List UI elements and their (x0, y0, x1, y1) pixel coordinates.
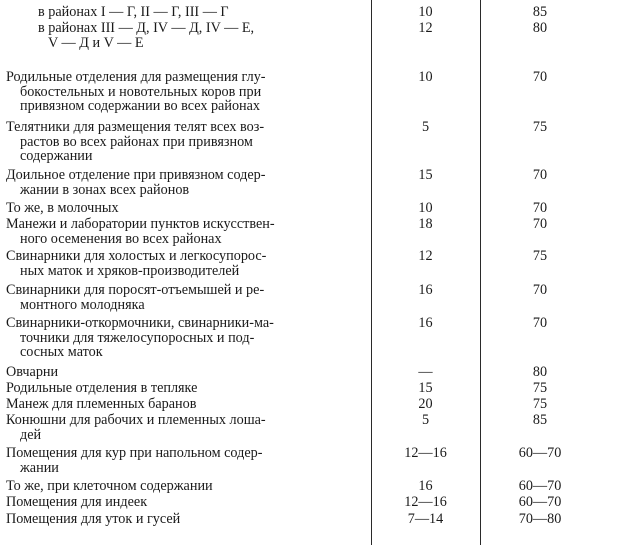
humidity-cell: 70 (532, 315, 548, 331)
row-label (6, 365, 362, 380)
label-line: привязном содержании во всех районах (20, 98, 261, 115)
label-line: точники для тяжелосупоросных и под- (20, 329, 255, 346)
humidity-cell: 75 (532, 396, 548, 412)
humidity-cell: 85 (532, 4, 548, 20)
label-line: ных маток и хряков-производителей (20, 262, 240, 279)
label-line: Свинарники для холостых и легкосупорос- (6, 248, 267, 264)
label-line: содержании (20, 148, 93, 165)
humidity-cell: 70 (532, 69, 548, 85)
label-line: Помещения для индеек (6, 494, 148, 510)
row-label (6, 381, 362, 396)
label-line: Конюшни для рабочих и племенных лоша- (6, 412, 266, 428)
label-line: Родильные отделения для размещения глу- (6, 69, 266, 85)
temperature-cell: 16 (418, 315, 433, 331)
temperature-cell: 15 (418, 380, 433, 396)
row-label (6, 495, 362, 510)
label-line: жании в зонах всех районов (20, 181, 190, 198)
humidity-cell: 60—70 (518, 494, 562, 510)
humidity-cell: 85 (532, 412, 548, 428)
temperature-cell: 10 (418, 4, 433, 20)
humidity-cell: 70 (532, 216, 548, 232)
label-line: Помещения для кур при напольном содер- (6, 445, 263, 461)
label-line: То же, при клеточном содержании (6, 478, 213, 494)
label-line: бокостельных и новотельных коров при (20, 83, 262, 100)
label-line: V — Д и V — Е (48, 34, 144, 51)
humidity-cell: 80 (532, 20, 548, 36)
temperature-cell: 10 (418, 200, 433, 216)
row-label (6, 70, 362, 114)
temperature-cell: 15 (418, 167, 433, 183)
label-line: Доильное отделение при привязном содер- (6, 167, 266, 183)
row-label (6, 316, 362, 360)
row-label (6, 217, 362, 246)
temperature-cell: 18 (418, 216, 433, 232)
label-line: в районах I — Г, II — Г, III — Г (38, 4, 229, 20)
label-line: жании (20, 459, 59, 476)
temperature-cell: 20 (418, 396, 433, 412)
temperature-cell: 5 (421, 119, 430, 135)
row-label (6, 446, 362, 475)
humidity-cell: 60—70 (518, 478, 562, 494)
humidity-cell: 70—80 (518, 511, 562, 527)
label-line: Телятники для размещения телят всех воз- (6, 119, 265, 135)
row-label (6, 283, 362, 312)
temperature-cell: 16 (418, 478, 433, 494)
humidity-cell: 75 (532, 380, 548, 396)
label-line: дей (20, 426, 42, 443)
label-line: в районах III — Д, IV — Д, IV — Е, (38, 20, 255, 36)
humidity-cell: 75 (532, 248, 548, 264)
label-line: Овчарни (6, 364, 59, 380)
label-line: То же, в молочных (6, 200, 119, 216)
row-label (6, 5, 362, 20)
row-label (6, 201, 362, 216)
row-label (6, 479, 362, 494)
label-line: сосных маток (20, 344, 103, 361)
row-label (6, 397, 362, 412)
label-line: растов во всех районах при привязном (20, 133, 253, 150)
temperature-cell: 12—16 (404, 445, 447, 461)
temperature-cell: 16 (418, 282, 433, 298)
humidity-cell: 70 (532, 200, 548, 216)
temperature-cell: 12 (418, 20, 433, 36)
label-line: монтного молодняка (20, 296, 145, 313)
row-label (6, 168, 362, 197)
label-line: Манежи и лаборатории пунктов искусствен- (6, 216, 275, 232)
label-line: Манеж для племенных баранов (6, 396, 197, 412)
row-label (6, 21, 362, 50)
label-line: Свинарники-откормочники, свинарники-ма- (6, 315, 274, 331)
humidity-cell: 70 (532, 282, 548, 298)
temperature-cell: 5 (421, 412, 430, 428)
humidity-cell: 80 (532, 364, 548, 380)
label-line: Свинарники для поросят-отъемышей и ре- (6, 282, 265, 298)
humidity-cell: 70 (532, 167, 548, 183)
row-label (6, 512, 362, 527)
temperature-cell: 12—16 (404, 494, 447, 510)
humidity-cell: 75 (532, 119, 548, 135)
label-line: Помещения для уток и гусей (6, 511, 181, 527)
row-label (6, 249, 362, 278)
temperature-cell: 10 (418, 69, 433, 85)
row-label (6, 413, 362, 442)
humidity-cell: 60—70 (518, 445, 562, 461)
temperature-cell: 12 (418, 248, 433, 264)
label-line: Родильные отделения в тепляке (6, 380, 198, 396)
temperature-cell: — (418, 364, 433, 380)
label-line: ного осеменения во всех районах (20, 230, 222, 247)
temperature-cell: 7—14 (407, 511, 444, 527)
row-label (6, 120, 362, 164)
